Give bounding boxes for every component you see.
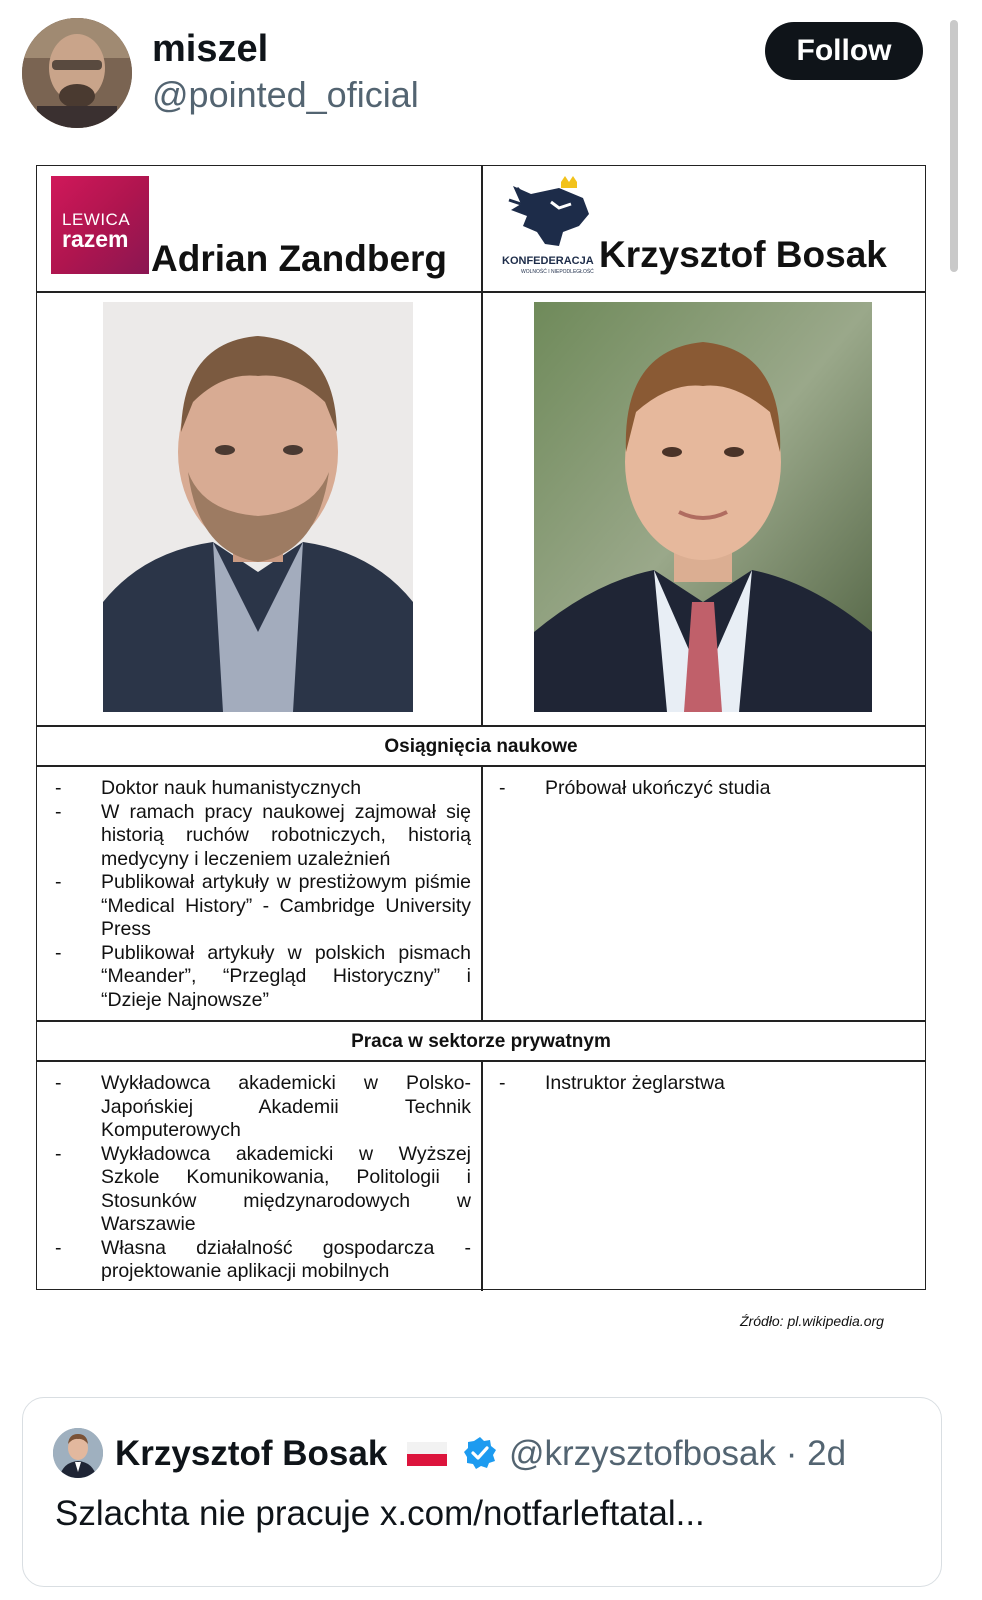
svg-text:WOLNOŚĆ I NIEPODLEGŁOŚĆ: WOLNOŚĆ I NIEPODLEGŁOŚĆ — [521, 269, 594, 274]
list-item: - Własna działalność gospodarcza - projektowanie aplikacji mobilnych — [55, 1236, 471, 1282]
candidate-photo-right — [534, 302, 872, 712]
quoted-author-handle-and-time[interactable]: @krzysztofbosak · 2d — [509, 1434, 847, 1473]
post-header — [0, 0, 982, 140]
list-item: - Doktor nauk humanistycznych — [55, 777, 362, 799]
list-item: - Wykładowca akademicki w Polsko-Japońskiej Akademii Technik Komputerowych — [55, 1072, 471, 1141]
candidate-photo-left — [103, 302, 413, 712]
quoted-author-avatar[interactable] — [53, 1428, 103, 1478]
achievements-left — [55, 777, 471, 1012]
divider — [37, 725, 925, 727]
divider — [37, 1060, 925, 1062]
quoted-author-name[interactable]: Krzysztof Bosak — [115, 1434, 388, 1473]
lewica-razem-logo: LEWICA razem — [51, 176, 149, 274]
poland-flag-icon — [407, 1440, 447, 1468]
author-avatar[interactable] — [22, 18, 132, 128]
list-item: - Instruktor żeglarstwa — [499, 1072, 725, 1094]
verified-badge-icon — [463, 1436, 497, 1470]
divider — [481, 1061, 483, 1291]
candidate-name-left: Adrian Zandberg — [151, 238, 448, 279]
achievements-right — [499, 777, 907, 801]
divider — [37, 765, 925, 767]
section-title-private-sector: Praca w sektorze prywatnym — [351, 1031, 611, 1052]
section-title-achievements: Osiągnięcia naukowe — [384, 736, 578, 757]
svg-text:KONFEDERACJA: KONFEDERACJA — [502, 255, 594, 267]
post-image[interactable] — [36, 165, 926, 1290]
author-handle[interactable]: @pointed_oficial — [152, 74, 419, 115]
quoted-post-time[interactable]: 2d — [807, 1434, 847, 1473]
divider — [37, 291, 925, 293]
scrollbar-thumb[interactable] — [950, 20, 958, 272]
list-item: - Publikował artykuły w prestiżowym piśmie “Medical History” - Cambridge University Press — [55, 871, 471, 940]
quoted-post[interactable] — [22, 1397, 942, 1587]
konfederacja-logo — [501, 174, 595, 274]
divider — [481, 766, 483, 1021]
list-item: - Publikował artykuły w polskich pismach “Meander”, “Przegląd Historyczny” i “Dzieje Najnowsze” — [55, 941, 471, 1011]
source-note: Źródło: pl.wikipedia.org — [740, 1313, 884, 1329]
list-item: - Próbował ukończyć studia — [499, 777, 771, 799]
private-sector-right — [499, 1072, 907, 1096]
follow-button[interactable]: Follow — [765, 22, 923, 80]
list-item: - W ramach pracy naukowej zajmował się historią ruchów robotniczych, historią medycyny i leczeniem uzależnień — [55, 800, 471, 870]
divider — [37, 1020, 925, 1022]
private-sector-left — [55, 1072, 471, 1284]
list-item: - Wykładowca akademicki w Wyższej Szkole Komunikowania, Politologii i Stosunków międzynarodowych w Warszawie — [55, 1142, 471, 1235]
divider — [481, 166, 483, 726]
candidate-name-right: Krzysztof Bosak — [599, 234, 887, 275]
author-name[interactable]: miszel — [152, 28, 269, 70]
quoted-post-text: Szlachta nie pracuje x.com/notfarleftatal... — [55, 1494, 705, 1533]
